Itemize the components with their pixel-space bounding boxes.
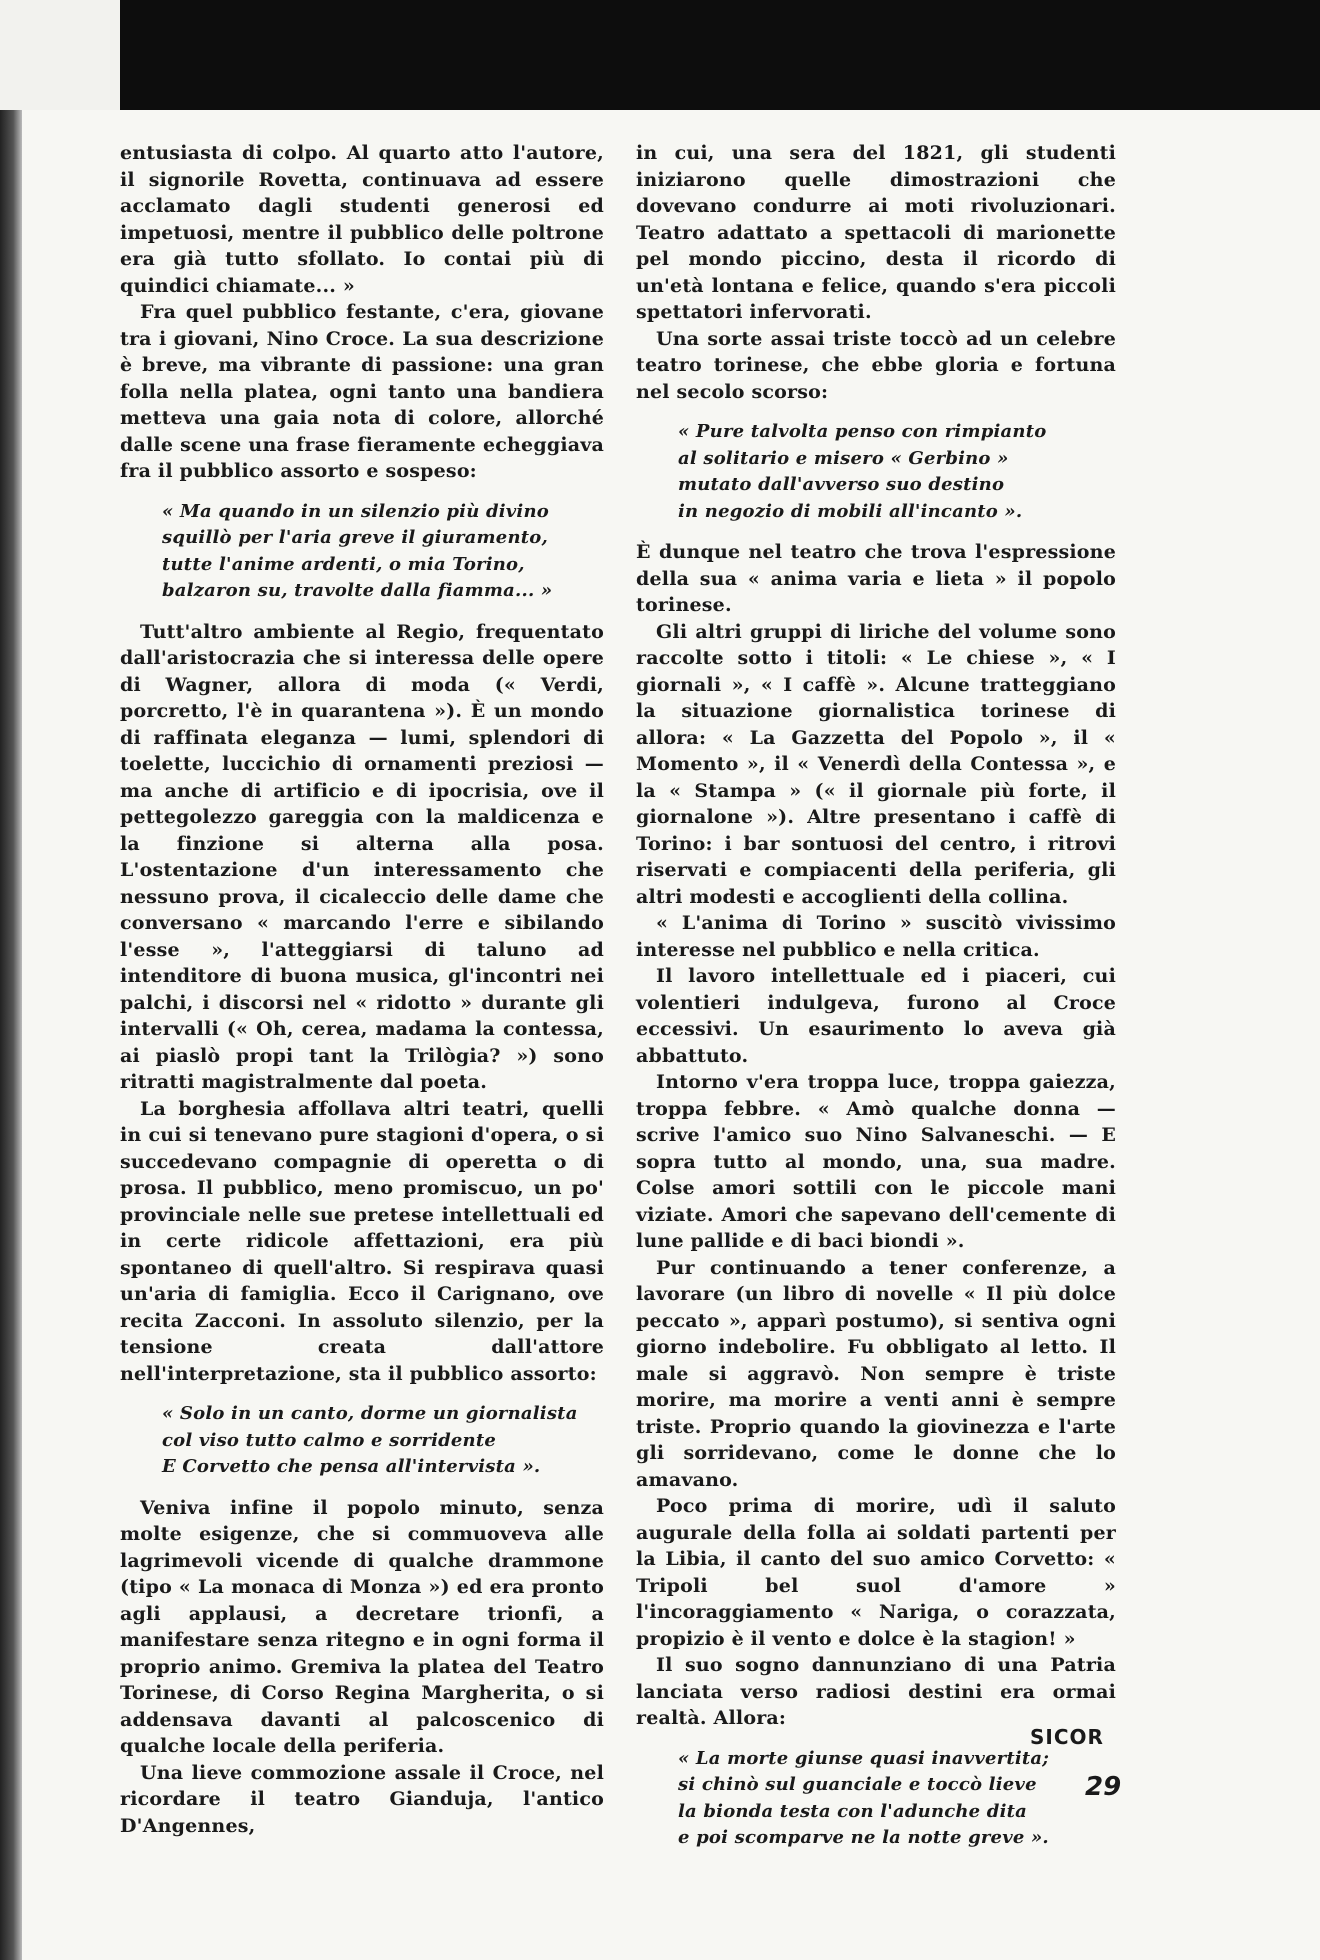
paragraph: È dunque nel teatro che trova l'espressione della sua « anima varia e lieta » il popolo torinese.	[636, 541, 1116, 616]
verse-line: col viso tutto calmo e sorridente	[162, 1429, 497, 1451]
paragraph: Una sorte assai triste toccò ad un celebre teatro torinese, che ebbe gloria e fortuna nel secolo scorso:	[636, 327, 1116, 403]
paragraph: Poco prima di morire, udì il saluto augurale della folla ai soldati partenti per la Libia, il canto del suo amico Corvetto: « Tripoli bel suol d'amore » l'incoraggiamento « Nariga, o corazzata, propizio è il vento e dolce è la stagion! »	[636, 1495, 1116, 1650]
scan-light-corner	[0, 0, 120, 110]
verse-line: balzaron su, travolte dalla fiamma... »	[162, 580, 553, 601]
scan-dark-top-band	[0, 0, 1320, 110]
paragraph: Fra quel pubblico festante, c'era, giovane tra i giovani, Nino Croce. La sua descrizione è breve, ma vibrante di passione: una gran folla nella platea, ogni tanto una bandiera metteva una gaia nota di colore, allorché dalle scene una frase fieramente echeggiava fra il pubblico assorto e sospeso:	[120, 301, 604, 482]
verse-quote	[120, 499, 604, 605]
paragraph: Intorno v'era troppa luce, troppa gaiezza, troppa febbre. « Amò qualche donna — scrive l'amico suo Nino Salvaneschi. — E sopra tutto al mondo, una, sua madre. Colse amori sottili con le piccole mani viziate. Amori che sapevano dell'cemente di lune pallide e di baci biondi ».	[636, 1071, 1116, 1252]
paragraph: entusiasta di colpo. Al quarto atto l'autore, il signorile Rovetta, continuava ad essere acclamato dagli studenti generosi ed impetuosi, mentre il pubblico delle poltrone era già tutto sfollato. Io contai più di quindici chiamate... »	[120, 142, 604, 297]
verse-line: tutte l'anime ardenti, o mia Torino,	[162, 553, 525, 575]
paragraph: Tutt'altro ambiente al Regio, frequentato dall'aristocrazia che si interessa delle opere di Wagner, allora di moda (« Verdi, porcretto, l'è in quarantena »). È un mondo di raffinata eleganza — lumi, splendori di toelette, luccichio di ornamenti preziosi — ma anche di artificio e di ipocrisia, ove il pettegolezzo gareggia con la maldicenza e la finzione si alterna alla posa. L'ostentazione d'un interessamento che nessuno prova, il cicaleccio delle dame che conversano « marcando l'erre e sibilando l'esse », l'atteggiarsi di taluno ad intenditore di buona musica, gl'incontri nei palchi, i discorsi nel « ridotto » durante gli intervalli (« Oh, cerea, madama la contessa, ai piaslò propi tant la Trilògia? ») sono ritratti magistralmente dal poeta.	[120, 620, 604, 1093]
paragraph: La borghesia affollava altri teatri, quelli in cui si tenevano pure stagioni d'opera, o si succedevano compagnie di operetta o di prosa. Il pubblico, meno promiscuo, un po' provinciale nelle sue pretese intellettuali ed in certe ridicole affettazioni, era più spontaneo di quell'altro. Si respirava quasi un'aria di famiglia. Ecco il Carignano, ove recita Zacconi. In assoluto silenzio, per la tensione creata dall'attore nell'interpretazione, sta il pubblico assorto:	[120, 1097, 604, 1385]
verse-line: « La morte giunse quasi inavvertita;	[678, 1747, 1050, 1769]
verse-line: si chinò sul guanciale e toccò lieve	[678, 1774, 1037, 1795]
paragraph: Il lavoro intellettuale ed i piaceri, cui volentieri indulgeva, furono al Croce eccessivi. Un esaurimento lo aveva già abbattuto.	[636, 965, 1116, 1067]
verse-line: al solitario e misero « Gerbino »	[678, 447, 1009, 469]
paragraph: Una lieve commozione assale il Croce, nel ricordare il teatro Gianduja, l'antico D'Angennes,	[120, 1761, 604, 1837]
left-text-column	[120, 140, 604, 1839]
verse-line: « Ma quando in un silenzio più divino	[162, 500, 549, 522]
paragraph: « L'anima di Torino » suscitò vivissimo interesse nel pubblico e nella critica.	[636, 912, 1116, 961]
verse-line: « Pure talvolta penso con rimpianto	[678, 421, 1047, 442]
verse-line: E Corvetto che pensa all'intervista ».	[162, 1456, 541, 1477]
verse-line: in negozio di mobili all'incanto ».	[678, 500, 1023, 522]
verse-line: squillò per l'aria greve il giuramento,	[162, 527, 548, 548]
right-text-column	[636, 140, 1116, 1866]
verse-line: e poi scomparve ne la notte greve ».	[678, 1827, 1049, 1848]
paragraph: in cui, una sera del 1821, gli studenti iniziarono quelle dimostrazioni che dovevano condurre ai moti rivoluzionari. Teatro adattato a spettacoli di marionette pel mondo piccino, desta il ricordo di un'età lontana e felice, quando s'era piccoli spettatori infervorati.	[636, 142, 1116, 323]
verse-quote	[636, 419, 1116, 525]
page-number: 29	[1085, 1772, 1122, 1802]
verse-quote	[636, 1746, 1116, 1852]
author-signature: SICOR	[1030, 1725, 1104, 1749]
scan-page-edge-shadow	[0, 110, 22, 1960]
paragraph: Il suo sogno dannunziano di una Patria lanciata verso radiosi destini era ormai realtà. Allora:	[636, 1654, 1116, 1729]
paragraph: Pur continuando a tener conferenze, a lavorare (un libro di novelle « Il più dolce peccato », apparì postumo), si sentiva ogni giorno indebolire. Fu obbligato al letto. Il male si aggravò. Non sempre è triste morire, ma morire a venti anni è sempre triste. Proprio quando la giovinezza e l'arte gli sorridevano, come le donne che lo amavano.	[636, 1256, 1116, 1491]
verse-line: la bionda testa con l'adunche dita	[678, 1800, 1028, 1822]
verse-line: « Solo in un canto, dorme un giornalista	[162, 1403, 578, 1424]
verse-line: mutato dall'avverso suo destino	[678, 474, 1005, 495]
paragraph: Veniva infine il popolo minuto, senza molte esigenze, che si commuoveva alle lagrimevoli vicende di qualche drammone (tipo « La monaca di Monza ») ed era pronto agli applausi, a decretare trionfi, a manifestare senza ritegno e in ogni forma il proprio animo. Gremiva la platea del Teatro Torinese, di Corso Regina Margherita, o si addensava davanti al palcoscenico di qualche locale della periferia.	[120, 1496, 604, 1757]
paragraph: Gli altri gruppi di liriche del volume sono raccolte sotto i titoli: « Le chiese », « I giornali », « I caffè ». Alcune tratteggiano la situazione giornalistica torinese di allora: « La Gazzetta del Popolo », il « Momento », il « Venerdì della Contessa », e la « Stampa » (« il giornale più forte, il giornalone »). Altre presentano i caffè di Torino: i bar sontuosi del centro, i ritrovi riservati e compiacenti della periferia, gli altri modesti e accoglienti della collina.	[636, 620, 1116, 908]
verse-quote	[120, 1401, 604, 1481]
